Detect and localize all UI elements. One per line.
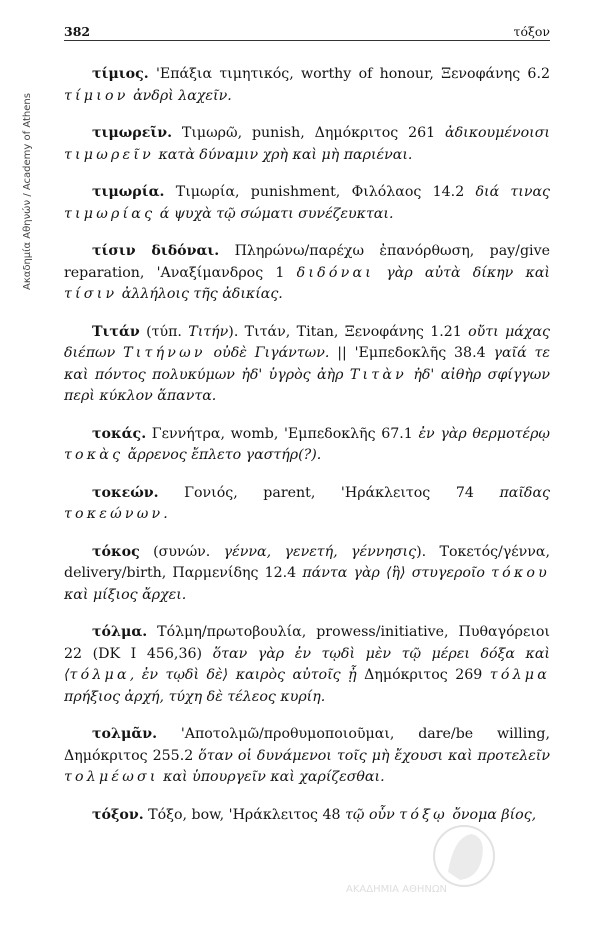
entry-text: Τόξο, bow, 'Ηράκλειτος 48 (143, 806, 346, 823)
archive-side-label: Ακαδημία Αθηνών / Academy of Athens (22, 93, 33, 290)
page-header (64, 22, 550, 41)
dictionary-entry (64, 182, 550, 225)
dictionary-entry (64, 424, 550, 467)
entry-text: 'Αποτολμῶ/προθυμοποιοῦμαι, dare/be willing, Δημόκριτος 255.2 (64, 726, 550, 764)
entry-spaced-term: τοκεώνων. (64, 506, 172, 522)
entry-citation: ἐν γὰρ θερμοτέρῳ (418, 425, 550, 442)
entry-citation: διά τινας (475, 184, 550, 200)
entry-citation: κατὰ δύναμιν χρὴ καὶ μὴ παριέναι. (153, 146, 413, 163)
entry-lemma: τολμᾶν. (92, 726, 158, 742)
entry-citation: πρήξιος ἀρχή, τύχη δὲ τέλεος κυρίη. (64, 688, 326, 705)
entry-spaced-term: τολμέωσι (64, 769, 159, 785)
entry-lemma: τοκεών. (92, 484, 159, 501)
dictionary-entry (64, 123, 550, 166)
entry-citation: ἀλλήλοις τῆς ἀδικίας. (117, 286, 283, 302)
entry-text: || 'Εμπεδοκλῆς 38.4 (329, 345, 494, 361)
entry-citation: ά ψυχὰ τῷ σώματι συνέζευκται. (155, 205, 394, 222)
entry-spaced-term: τόλμα (489, 667, 550, 683)
entry-text: (τύπ. (139, 323, 189, 340)
entry-spaced-term: τόλμα (69, 667, 130, 683)
entry-citation: παῖδας (499, 484, 550, 501)
dictionary-entry (64, 542, 550, 607)
dictionary-entry (64, 622, 550, 708)
entry-lemma: τίμιος. (92, 66, 149, 82)
entry-citation: καὶ μίξιος ἄρχει. (64, 586, 187, 603)
entry-citation: οὐδὲ Γιγάντων. (205, 345, 330, 361)
entry-citation: ἠδ' αἰθὴρ σφίγγων περὶ κύκλον ἅπαντα. (64, 366, 550, 404)
entry-lemma: τιμωρεῖν. (92, 125, 173, 141)
entry-citation: ὅταν οἱ δυνάμενοι τοῖς μὴ ἔχουσι καὶ προτελεῖν (198, 747, 550, 764)
entry-citation: , ἐν τῳδὶ δὲ⟩ καιρὸς αὐτοῖς ᾖ (129, 667, 357, 683)
entry-citation: οὔτι μάχας διέπων (64, 323, 550, 361)
entry-spaced-term: τόκου (491, 565, 550, 581)
entry-citation: γαῖά τε καὶ πόντος πολυκύμων ἠδ' ὑγρὸς ἀὴρ (64, 345, 550, 383)
dictionary-entry (64, 724, 550, 789)
dictionary-entry (64, 64, 550, 107)
entry-citation: Τιτήν (188, 323, 229, 340)
entry-lemma: τόκος (92, 543, 140, 560)
running-head: τόξον (513, 24, 550, 39)
dictionary-entry (64, 322, 550, 408)
entry-spaced-term: τίμιον (64, 87, 129, 104)
entry-text: Γονιός, parent, 'Ηράκλειτος 74 (158, 484, 500, 501)
entry-citation: γέννα, γενετή, γέννησις (223, 543, 417, 560)
entry-lemma: τόλμα. (92, 624, 148, 640)
dictionary-entry (64, 483, 550, 526)
entry-spaced-term: τιμωρίας (64, 205, 156, 222)
entry-spaced-term: τοκὰς (64, 447, 124, 463)
entry-text: Τιμωρῶ, punish, Δημόκριτος 261 (172, 125, 446, 141)
entry-citation: ὄνομα βίος, (447, 806, 537, 823)
entry-spaced-term: τίσιν (64, 286, 118, 302)
entry-citation: ἀδικουμένοισι (445, 125, 550, 141)
entry-citation: ὅταν γὰρ ἐν τῳδὶ μὲν τῷ μέρει δόξα καὶ ⟨ (64, 645, 550, 683)
page-number: 382 (64, 24, 91, 39)
entry-spaced-term: τόξῳ (399, 806, 448, 823)
dictionary-entries (64, 64, 550, 842)
entry-citation: καὶ ὑπουργεῖν καὶ χαρίζεσθαι. (158, 769, 385, 785)
entry-text: ). Τοκετός/γέννα, delivery/birth, Παρμενίδης 12.4 (64, 543, 550, 581)
entry-text: (συνών. (139, 543, 224, 560)
academy-watermark-seal (336, 822, 506, 908)
entry-lemma: Τιτάν (92, 323, 140, 340)
entry-text: Τόλμη/πρωτοβουλία, prowess/initiative, Πυθαγόρειοι 22 (DK I 456,36) (64, 624, 550, 662)
entry-text: 'Επάξια τιμητικός, worthy of honour, Ξενοφάνης 6.2 (148, 66, 550, 82)
dictionary-entry (64, 241, 550, 306)
entry-lemma: τοκάς. (92, 425, 147, 442)
entry-text: Γεννήτρα, womb, 'Εμπεδοκλῆς 67.1 (146, 425, 419, 442)
entry-lemma: τόξον. (92, 806, 144, 823)
entry-citation: τῷ οὖν (345, 806, 400, 823)
entry-citation: πάντα γὰρ ⟨ἣ⟩ στυγεροῖο (302, 565, 492, 581)
watermark-text: ΑΚΑΔΗΜΙΑ ΑΘΗΝΩΝ (346, 884, 448, 895)
entry-text: ). Τιτάν, Titan, Ξενοφάνης 1.21 (228, 323, 469, 340)
entry-spaced-term: Τιτὰν (349, 366, 407, 383)
entry-text: Πληρώνω/παρέχω ἐπανόρθωση, pay/give reparation, 'Αναξίμανδρος 1 (64, 243, 550, 281)
entry-citation: ἄρρενος ἔπλετο γαστήρ(?). (123, 447, 322, 463)
entry-spaced-term: τιμωρεῖν (64, 146, 154, 163)
entry-lemma: τίσιν διδόναι. (92, 243, 220, 259)
entry-text: Τιμωρία, punishment, Φιλόλαος 14.2 (164, 184, 476, 200)
entry-lemma: τιμωρία. (92, 184, 165, 200)
entry-spaced-term: διδόναι (296, 264, 375, 281)
entry-citation: ἀνδρὶ λαχεῖν. (128, 87, 232, 104)
entry-spaced-term: Τιτήνων (123, 345, 206, 361)
entry-citation: γὰρ αὐτὰ δίκην καὶ (374, 264, 550, 281)
entry-text: Δημόκριτος 269 (356, 667, 490, 683)
